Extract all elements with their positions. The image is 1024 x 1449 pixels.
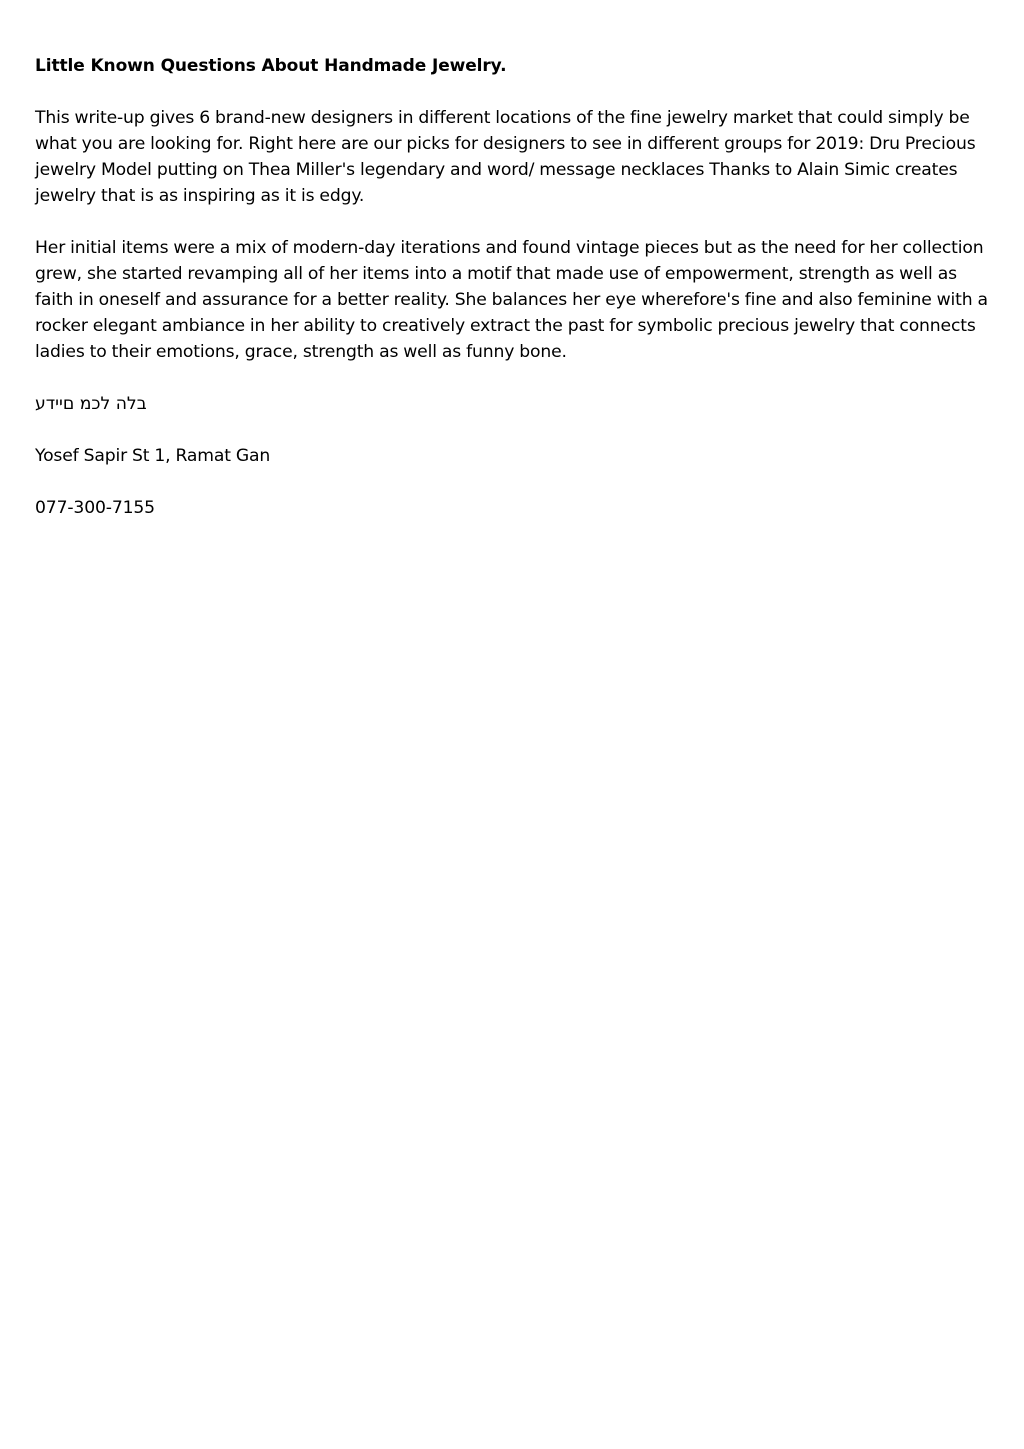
document-title: Little Known Questions About Handmade Jewelry. <box>35 56 507 76</box>
document-page <box>35 53 990 547</box>
phone-number: 077-300-7155 <box>35 498 155 518</box>
business-name: בלה לכמ םיידע <box>35 394 147 414</box>
intro-paragraph: This write-up gives 6 brand-new designers in different locations of the fine jewelry market that could simply be what you are looking for. Right here are our picks for designers to see in different groups for 2019: Dru Precious jewelry Model putting on Thea Miller's legendary and word/ message necklaces Thanks to Alain Simic creates jewelry that is as inspiring as it is edgy. <box>35 108 976 206</box>
body-paragraph: Her initial items were a mix of modern-day iterations and found vintage pieces but as the need for her collection grew, she started revamping all of her items into a motif that made use of empowerment, strength as well as faith in oneself and assurance for a better reality. She balances her eye wherefore's fine and also feminine with a rocker elegant ambiance in her ability to creatively extract the past for symbolic precious jewelry that connects ladies to their emotions, grace, strength as well as funny bone. <box>35 238 988 362</box>
address: Yosef Sapir St 1, Ramat Gan <box>35 446 271 466</box>
business-name-line <box>35 391 990 417</box>
